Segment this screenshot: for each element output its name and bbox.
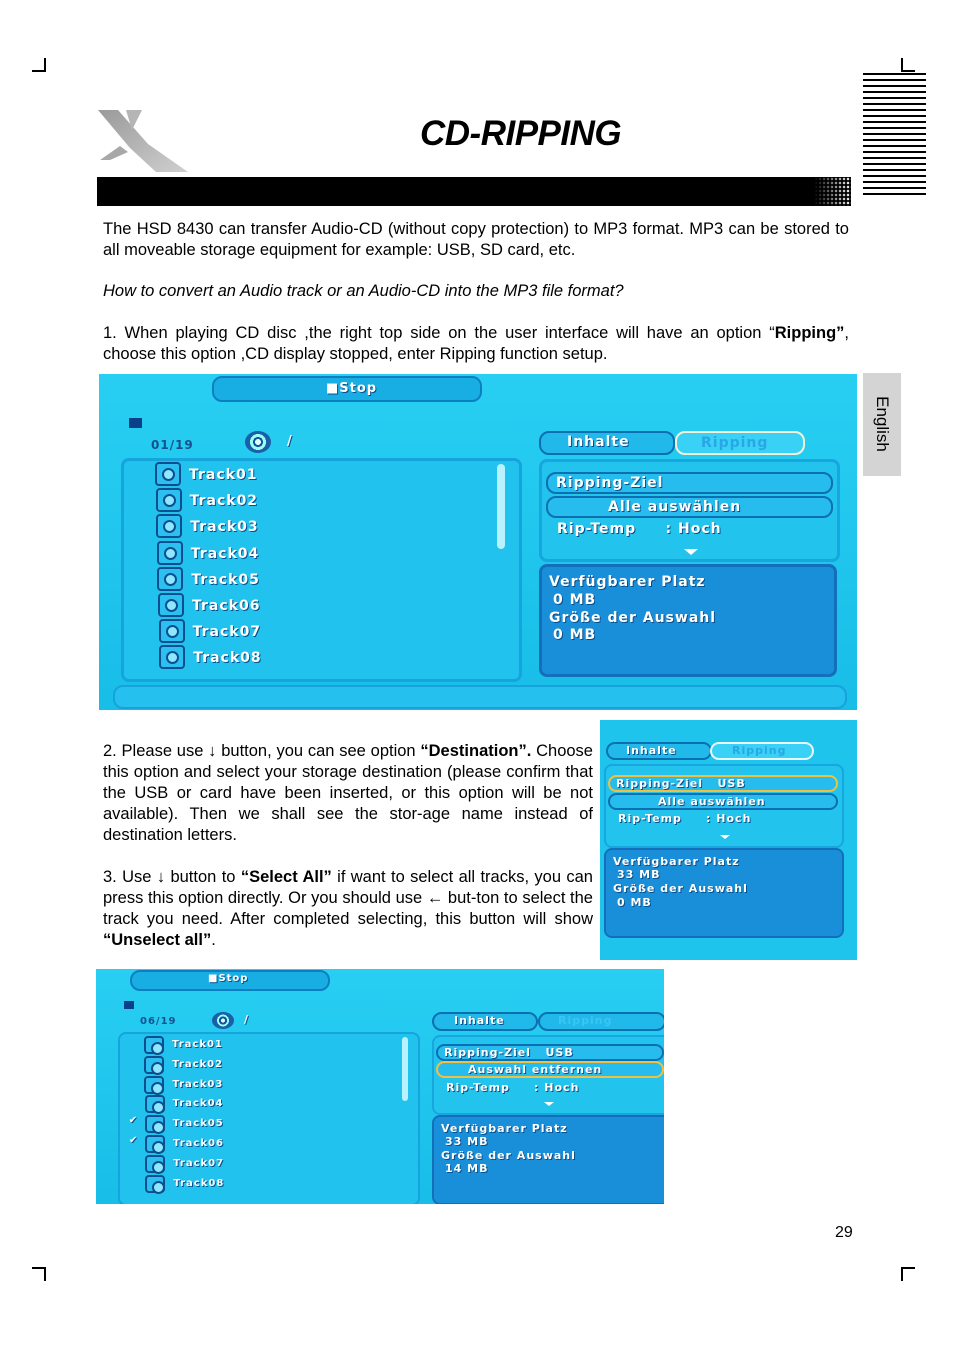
info-selection-size-label: Größe der Auswahl [613,882,748,895]
step1-text [103,323,849,365]
info-selection-size-value: 0 MB [553,627,597,643]
option-unselect-all[interactable] [436,1061,664,1078]
step3-text [103,867,593,951]
scroll-down-arrow-icon [720,835,730,839]
header-bar-dots [814,177,851,206]
info-selection-size-value: 0 MB [617,896,652,909]
music-note-icon [155,462,181,486]
header-bar [97,177,851,206]
option-rip-temp[interactable]: Rip-Temp : Hoch [618,812,752,825]
option-ripping-ziel[interactable] [608,775,838,792]
tab-ripping-label: Ripping [558,1014,613,1027]
option-select-all[interactable] [608,793,838,810]
track-label: Track01 [172,1039,223,1050]
disc-icon [245,431,271,453]
info-selection-size-label: Größe der Auswahl [441,1149,576,1162]
step2-pre: 2. Please use ↓ button, you can see option [103,742,421,760]
track-label: Track07 [173,1157,225,1169]
option-unselect-all-label: Auswahl entfernen [468,1063,603,1076]
option-select-all-label: Alle auswählen [608,499,742,515]
track-counter: 06/19 [140,1016,177,1027]
music-note-icon [144,1036,164,1054]
track-label: Track06 [192,598,261,614]
bottom-bar [113,685,847,709]
track-list-scrollbar[interactable] [402,1037,408,1101]
scroll-down-arrow-icon [684,549,698,555]
option-ripping-ziel-label: Ripping-Ziel [556,475,664,491]
status-pill: ■Stop [212,376,482,402]
scroll-down-arrow-icon [544,1102,554,1106]
checkmark-icon: ✔ [129,1135,139,1146]
tab-ripping[interactable] [710,742,814,760]
track-list-scrollbar[interactable] [497,464,505,549]
info-free-space-label: Verfügbarer Platz [549,574,706,590]
music-note-icon [145,1135,165,1153]
track-label: Track01 [189,467,258,483]
stop-square-icon [129,418,142,428]
music-note-icon [156,488,182,512]
track-counter: 01/19 [151,438,194,452]
step2-bold: “Destination”. [420,742,532,760]
track-label: Track08 [193,650,262,667]
path-text: / [244,1013,250,1026]
step3-bold-unselect-all: “Unselect all” [103,931,212,949]
tab-inhalte[interactable] [606,742,712,760]
step3-bold-select-all: “Select All” [240,868,332,886]
stripe-block [863,73,926,197]
option-select-all[interactable] [546,496,833,518]
tab-inhalte-label: Inhalte [626,744,677,757]
music-note-icon [157,541,183,565]
music-note-icon [145,1095,165,1113]
language-side-tab [863,373,901,476]
music-note-icon [145,1175,165,1193]
music-note-icon [157,567,183,591]
track-label: Track05 [191,571,260,588]
screenshot-select-all [96,969,664,1204]
language-side-tab-label: English [873,396,892,452]
step1-bold: Ripping” [774,324,845,342]
option-ripping-ziel-label: Ripping-Ziel USB [444,1046,574,1059]
track-label: Track06 [173,1138,224,1149]
track-label: Track07 [192,624,262,641]
info-free-space-value: 33 MB [445,1135,489,1148]
music-note-icon [144,1076,164,1094]
option-ripping-ziel[interactable] [546,472,833,494]
track-label: Track03 [190,519,259,536]
track-label: Track02 [172,1058,224,1070]
option-select-all-label: Alle auswählen [658,795,766,808]
screenshot-destination [600,720,857,960]
screenshot-ripping-menu [99,374,857,710]
info-selection-size-label: Größe der Auswahl [549,610,717,626]
music-note-icon [159,645,185,669]
music-note-icon [145,1155,165,1173]
stop-square-icon [124,1001,134,1009]
page-title: CD-RIPPING [420,114,622,153]
intro-paragraph: The HSD 8430 can transfer Audio-CD (without copy protection) to MP3 format. MP3 can be stored to all moveable storage equipment for example: USB, SD card, etc. [103,220,849,259]
track-label: Track04 [190,545,260,562]
step1-pre: 1. When playing CD disc ,the right top side on the user interface will have an option “ [103,324,775,342]
option-ripping-ziel[interactable] [436,1044,664,1061]
x-logo [96,108,196,176]
track-label: Track04 [172,1098,224,1110]
info-free-space-label: Verfügbarer Platz [613,855,740,868]
info-free-space-value: 33 MB [617,868,661,881]
step3-mid: if want to select all tracks, you can press this option directly. Or you should use ← but-ton to select the track you need. After completed selecting, this button will show [103,868,593,928]
intro-question: How to convert an Audio track or an Audio-CD into the MP3 file format? [103,282,624,300]
track-label: Track03 [172,1078,224,1090]
status-text: Stop [339,381,378,396]
info-free-space-label: Verfügbarer Platz [441,1122,568,1135]
music-note-icon [144,1056,164,1074]
music-note-icon [145,1115,165,1133]
info-free-space-value: 0 MB [553,592,597,608]
step3-post: . [211,931,216,949]
info-selection-size-value: 14 MB [445,1162,489,1175]
track-label: Track05 [172,1118,224,1130]
music-note-icon [159,619,185,643]
music-note-icon [156,514,182,538]
status-pill: ■Stop [130,970,330,991]
step3-pre: 3. Use ↓ button to [103,868,241,886]
tab-ripping-label: Ripping [732,744,787,757]
track-label: Track02 [189,493,259,510]
tab-ripping[interactable] [538,1012,664,1031]
track-label: Track08 [173,1177,225,1189]
status-text: Stop [218,973,249,984]
tab-inhalte[interactable] [539,431,675,455]
step1-post: , choose this option ,CD display stopped, enter Ripping function setup. [103,324,849,363]
step2-post: Choose this option and select your storage destination (please confirm that the USB or card have been inserted, or this option will be not available). Then we shall see the stor-age name instead of destination letters. [103,742,593,844]
option-rip-temp[interactable]: Rip-Temp : Hoch [446,1081,580,1094]
option-rip-temp[interactable]: Rip-Temp : Hoch [557,521,722,537]
page-number: 29 [835,1224,853,1241]
tab-ripping[interactable] [675,431,805,455]
step2-text [103,741,593,846]
tab-inhalte-label: Inhalte [567,434,630,450]
disc-icon [212,1012,234,1029]
path-text: / [287,434,293,449]
tab-inhalte[interactable] [432,1012,538,1031]
music-note-icon [158,593,184,617]
tab-ripping-label: Ripping [701,435,769,451]
tab-inhalte-label: Inhalte [454,1014,505,1027]
checkmark-icon: ✔ [128,1115,139,1127]
option-ripping-ziel-label: Ripping-Ziel USB [616,777,746,790]
